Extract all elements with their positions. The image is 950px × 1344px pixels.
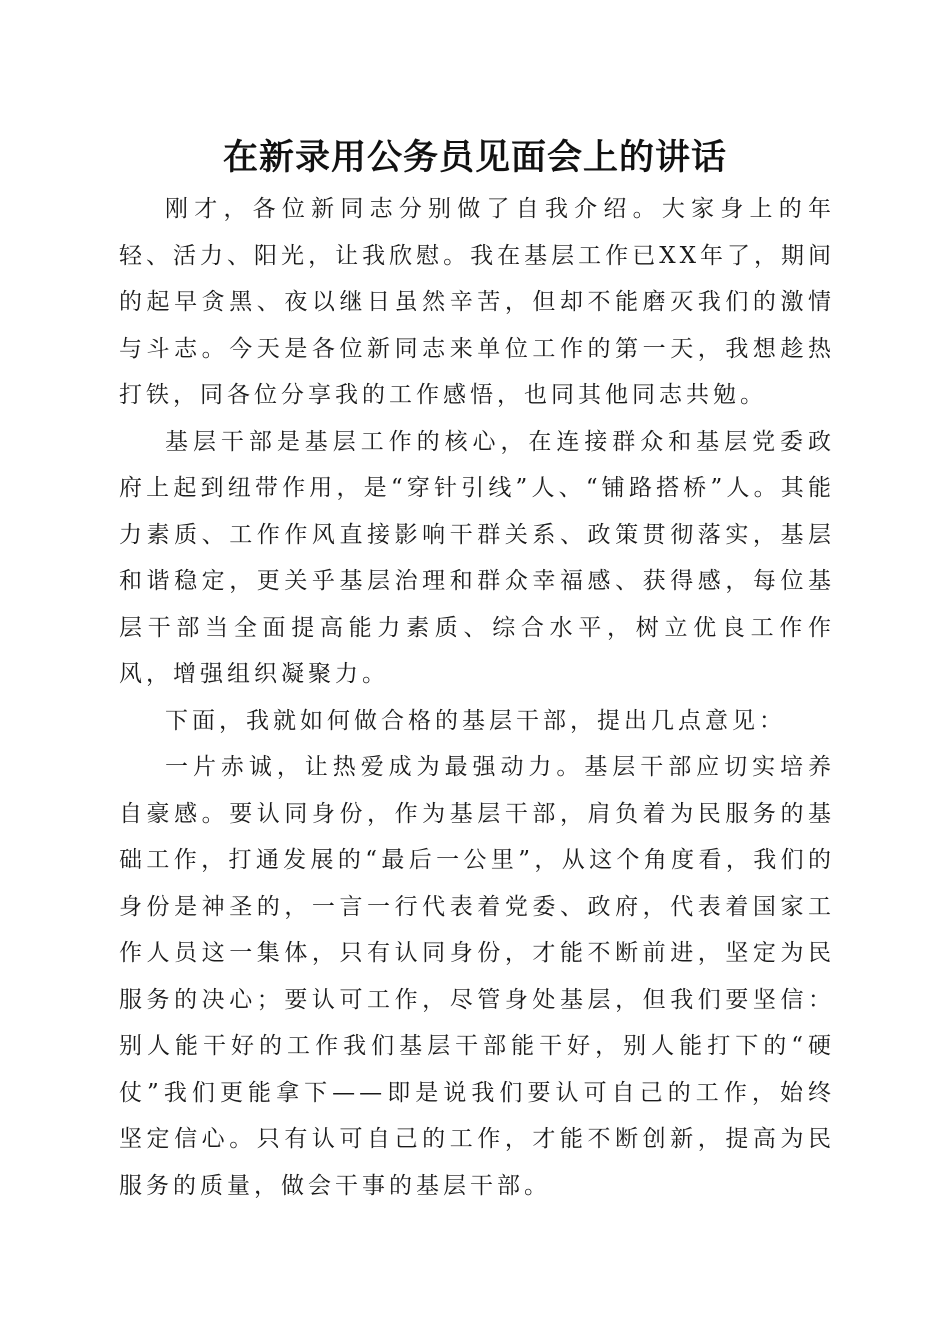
- page-title: 在新录用公务员见面会上的讲话: [222, 137, 727, 178]
- paragraph-cadre-role: 基层干部是基层工作的核心，在连接群众和基层党委政府上起到纽带作用，是“穿针引线”人、“铺路搭桥”人。其能力素质、工作作风直接影响干群关系、政策贯彻落实，基层和谐稳定，更关乎基层治理和群众幸福感、获得感，每位基层干部当全面提高能力素质、综合水平，树立优良工作作风，增强组织凝聚力。: [119, 428, 835, 687]
- paragraph-opinions-lead: 下面，我就如何做合格的基层干部，提出几点意见：: [165, 707, 786, 734]
- paragraph-intro: 刚才，各位新同志分别做了自我介绍。大家身上的年轻、活力、阳光，让我欣慰。我在基层工作已XX年了，期间的起早贪黑、夜以继日虽然辛苦，但却不能磨灭我们的激情与斗志。今天是各位新同志来单位工作的第一天，我想趁热打铁，同各位分享我的工作感悟，也同其他同志共勉。: [119, 196, 835, 408]
- document-body: [119, 186, 835, 1209]
- paragraph-point-one: 一片赤诚，让热爱成为最强动力。基层干部应切实培养自豪感。要认同身份，作为基层干部，肩负着为民服务的基础工作，打通发展的“最后一公里”，从这个角度看，我们的身份是神圣的，一言一行代表着党委、政府，代表着国家工作人员这一集体，只有认同身份，才能不断前进，坚定为民服务的决心；要认可工作，尽管身处基层，但我们要坚信：别人能干好的工作我们基层干部能干好，别人能打下的“硬仗”我们更能拿下——即是说我们要认可自己的工作，始终坚定信心。只有认可自己的工作，才能不断创新，提高为民服务的质量，做会干事的基层干部。: [119, 754, 835, 1199]
